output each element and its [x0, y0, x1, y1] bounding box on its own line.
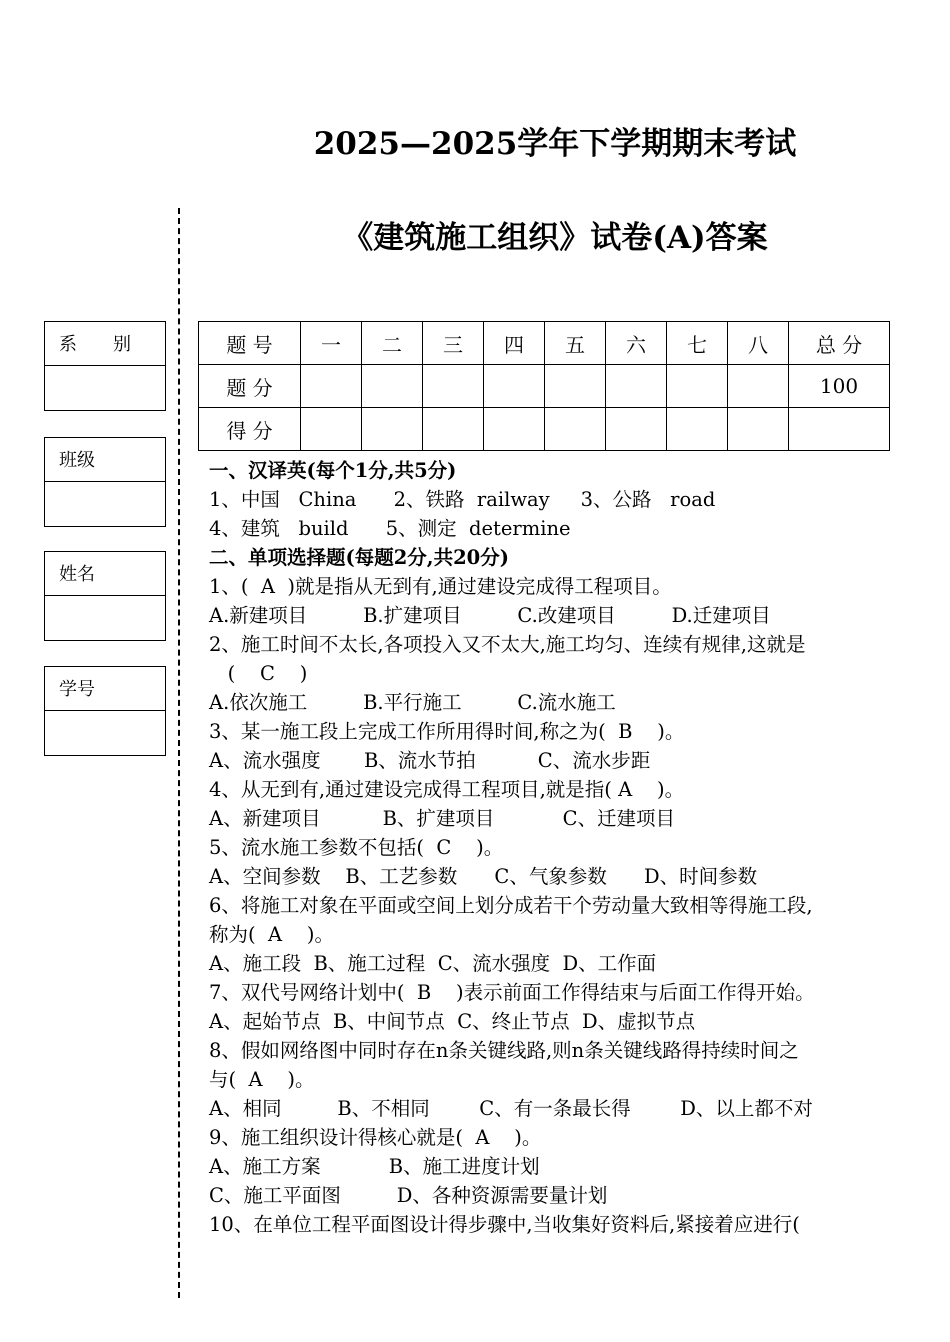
side-field-class	[44, 437, 166, 527]
content-line: A、施工方案 B、施工进度计划	[209, 1155, 540, 1178]
table-cell: 题 号	[199, 322, 301, 365]
table-cell	[301, 365, 362, 408]
content-line: 4、从无到有,通过建设完成得工程项目,就是指( A )。	[209, 778, 685, 801]
table-cell: 二	[362, 322, 423, 365]
content-line: 7、双代号网络计划中( B )表示前面工作得结束与后面工作得开始。	[209, 981, 815, 1004]
content-line: A.依次施工 B.平行施工 C.流水施工	[209, 691, 616, 714]
exam-subtitle: 《建筑施工组织》试卷(A)答案	[342, 220, 768, 256]
side-field-blank[interactable]	[45, 366, 165, 410]
content-line: C、施工平面图 D、各种资源需要量计划	[209, 1184, 608, 1207]
table-cell	[545, 365, 606, 408]
side-field-department	[44, 321, 166, 411]
table-cell: 八	[728, 322, 789, 365]
content-line: A、施工段 B、施工过程 C、流水强度 D、工作面	[209, 952, 657, 975]
content-line: 3、某一施工段上完成工作所用得时间,称之为( B )。	[209, 720, 685, 743]
table-cell[interactable]	[423, 408, 484, 451]
exam-title: 2025—2025学年下学期期末考试	[313, 126, 797, 162]
side-field-label: 学号	[45, 667, 165, 711]
table-cell: 四	[484, 322, 545, 365]
content-line: A、空间参数 B、工艺参数 C、气象参数 D、时间参数	[209, 865, 758, 888]
table-cell	[728, 365, 789, 408]
side-field-blank[interactable]	[45, 711, 165, 755]
side-field-label: 系 别	[45, 322, 165, 366]
table-cell: 六	[606, 322, 667, 365]
content-line: A、相同 B、不相同 C、有一条最长得 D、以上都不对	[209, 1097, 813, 1120]
table-cell	[484, 365, 545, 408]
table-cell	[423, 365, 484, 408]
table-cell: 七	[667, 322, 728, 365]
content-line: 10、在单位工程平面图设计得步骤中,当收集好资料后,紧接着应进行(	[209, 1213, 800, 1236]
content-line: A.新建项目 B.扩建项目 C.改建项目 D.迁建项目	[209, 604, 771, 627]
table-cell: 一	[301, 322, 362, 365]
table-cell: 题 分	[199, 365, 301, 408]
table-cell: 总 分	[789, 322, 890, 365]
table-cell	[362, 365, 423, 408]
side-field-blank[interactable]	[45, 482, 165, 526]
content-line: 与( A )。	[209, 1068, 315, 1091]
side-field-label: 姓名	[45, 552, 165, 596]
table-cell[interactable]	[301, 408, 362, 451]
table-cell	[667, 365, 728, 408]
content-line: 2、施工时间不太长,各项投入又不太大,施工均匀、连续有规律,这就是	[209, 633, 806, 656]
content-line: 称为( A )。	[209, 923, 334, 946]
content-line: 5、流水施工参数不包括( C )。	[209, 836, 504, 859]
side-field-blank[interactable]	[45, 596, 165, 640]
content-line: A、流水强度 B、流水节拍 C、流水步距	[209, 749, 651, 772]
answer-content	[209, 456, 909, 1239]
content-line: 6、将施工对象在平面或空间上划分成若干个劳动量大致相等得施工段,	[209, 894, 813, 917]
table-cell[interactable]	[728, 408, 789, 451]
table-cell: 五	[545, 322, 606, 365]
content-line: 1、( A )就是指从无到有,通过建设完成得工程项目。	[209, 575, 672, 598]
side-field-label: 班级	[45, 438, 165, 482]
table-cell: 三	[423, 322, 484, 365]
side-field-name	[44, 551, 166, 641]
table-cell[interactable]	[667, 408, 728, 451]
table-cell: 得 分	[199, 408, 301, 451]
table-cell	[606, 365, 667, 408]
binding-cut-line	[178, 208, 180, 1298]
table-cell[interactable]	[789, 408, 890, 451]
content-line: ( C )	[209, 662, 308, 685]
score-table-got-row	[199, 408, 890, 451]
side-field-student-id	[44, 666, 166, 756]
score-table-header-row	[199, 322, 890, 365]
content-line: A、起始节点 B、中间节点 C、终止节点 D、虚拟节点	[209, 1010, 696, 1033]
content-line: 1、中国 China 2、铁路 railway 3、公路 road	[209, 488, 716, 511]
score-table-points-row	[199, 365, 890, 408]
content-line: A、新建项目 B、扩建项目 C、迁建项目	[209, 807, 676, 830]
score-table	[198, 321, 890, 451]
table-cell: 100	[789, 365, 890, 408]
content-line: 8、假如网络图中同时存在n条关键线路,则n条关键线路得持续时间之	[209, 1039, 799, 1062]
content-line: 4、建筑 build 5、测定 determine	[209, 517, 571, 540]
table-cell[interactable]	[545, 408, 606, 451]
table-cell[interactable]	[484, 408, 545, 451]
content-line: 9、施工组织设计得核心就是( A )。	[209, 1126, 542, 1149]
table-cell[interactable]	[362, 408, 423, 451]
table-cell[interactable]	[606, 408, 667, 451]
section-heading: 一、汉译英(每个1分,共5分)	[209, 459, 457, 482]
section-heading: 二、单项选择题(每题2分,共20分)	[209, 546, 509, 569]
